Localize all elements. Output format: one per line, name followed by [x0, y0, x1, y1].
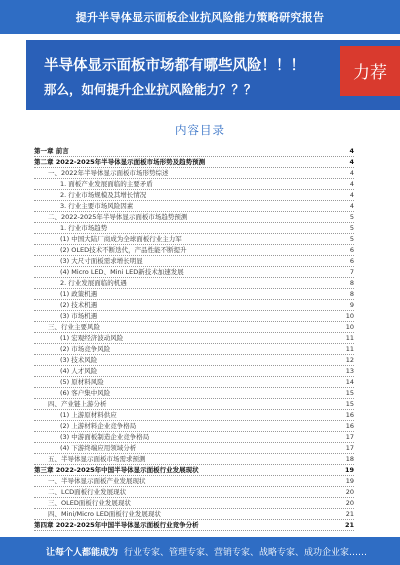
- toc-entry-page: 11: [345, 334, 354, 342]
- toc-entry-page: 4: [349, 147, 354, 155]
- toc-entry-page: 5: [349, 235, 354, 243]
- toc-entry[interactable]: [34, 355, 354, 366]
- toc-entry-text: (1) 上游原材料供应: [34, 411, 119, 420]
- toc-entry-text: (3) 市场机遇: [34, 312, 99, 321]
- toc-entry[interactable]: [34, 399, 354, 410]
- toc-entry-text: (3) 大尺寸面板需求增长明显: [34, 257, 145, 266]
- toc-entry-page: 16: [345, 411, 354, 419]
- toc-entry[interactable]: [34, 234, 354, 245]
- toc-entry-page: 4: [349, 202, 354, 210]
- toc-entry-text: 3. 行业主要市场风险因素: [34, 202, 135, 211]
- report-title: 提升半导体显示面板企业抗风险能力策略研究报告: [75, 11, 325, 24]
- toc-entry-text: (4) 人才风险: [34, 367, 99, 376]
- toc-entry-page: 21: [345, 510, 354, 518]
- toc-entry-page: 10: [345, 323, 354, 331]
- toc-entry-page: 19: [344, 466, 354, 474]
- toc-entry-page: 19: [345, 477, 354, 485]
- toc-entry[interactable]: [34, 146, 354, 157]
- recommend-seal: [340, 46, 400, 96]
- toc-entry[interactable]: [34, 311, 354, 322]
- toc-entry-text: (2) OLED技术不断迭代，产品性能不断提升: [34, 246, 189, 255]
- toc-entry-page: 6: [349, 246, 354, 254]
- toc-entry-text: 二、2022-2025年半导体显示面板市场趋势预测: [34, 213, 189, 222]
- toc-entry[interactable]: [34, 289, 354, 300]
- toc-entry[interactable]: [34, 487, 354, 498]
- toc-entry[interactable]: [34, 278, 354, 289]
- toc-entry[interactable]: [34, 476, 354, 487]
- toc-entry[interactable]: [34, 443, 354, 454]
- toc-entry[interactable]: [34, 388, 354, 399]
- footer-banner: [0, 537, 400, 565]
- table-of-contents: [34, 146, 354, 531]
- toc-entry-page: 21: [344, 521, 354, 529]
- toc-entry-text: (5) 原材料风险: [34, 378, 106, 387]
- toc-entry-text: 四、产业链上游分析: [34, 400, 109, 409]
- toc-entry-page: 7: [349, 268, 354, 276]
- toc-entry[interactable]: [34, 377, 354, 388]
- toc-entry-text: 2. 行业发展面临的机遇: [34, 279, 129, 288]
- toc-entry-text: 第一章 前言: [34, 147, 69, 155]
- toc-entry-page: 12: [345, 356, 354, 364]
- toc-entry-text: (3) 技术风险: [34, 356, 99, 365]
- toc-entry-text: (3) 中游面板制造企业竞争格局: [34, 433, 151, 442]
- toc-entry[interactable]: [34, 322, 354, 333]
- seal-text: 力荐: [353, 63, 387, 83]
- toc-entry-text: (1) 中国大陆厂商成为全球面板行业主力军: [34, 235, 184, 244]
- toc-entry-text: (6) 客户集中风险: [34, 389, 112, 398]
- toc-entry-page: 4: [349, 169, 354, 177]
- toc-entry[interactable]: [34, 366, 354, 377]
- toc-entry-page: 16: [345, 422, 354, 430]
- toc-entry[interactable]: [34, 256, 354, 267]
- toc-entry-text: 四、Mini/Micro LED面板行业发展现状: [34, 510, 163, 519]
- toc-entry-page: 6: [349, 257, 354, 265]
- toc-entry[interactable]: [34, 300, 354, 311]
- toc-entry-text: (2) 市场竞争风险: [34, 345, 112, 354]
- toc-entry-page: 11: [345, 345, 354, 353]
- toc-entry-text: 1. 面板产业发展面临的主要矛盾: [34, 180, 155, 189]
- toc-entry-page: 14: [345, 378, 354, 386]
- toc-entry-page: 17: [345, 444, 354, 452]
- toc-entry-text: 三、行业主要风险: [34, 323, 102, 332]
- toc-entry-text: (1) 宏观经济波动风险: [34, 334, 125, 343]
- toc-entry[interactable]: [34, 344, 354, 355]
- toc-entry-page: 8: [349, 290, 354, 298]
- toc-entry-page: 5: [349, 224, 354, 232]
- toc-entry-text: 三、OLED面板行业发展现状: [34, 499, 133, 508]
- toc-entry-text: 五、半导体显示面板市场需求预测: [34, 455, 148, 464]
- toc-heading: 内容目录: [175, 123, 225, 137]
- toc-entry[interactable]: [34, 498, 354, 509]
- toc-entry-text: 第三章 2022-2025年中国半导体显示面板行业发展现状: [34, 466, 199, 474]
- toc-entry-page: 4: [349, 191, 354, 199]
- toc-entry-text: (4) Micro LED、Mini LED新技术加速发展: [34, 268, 186, 277]
- toc-entry-page: 4: [349, 180, 354, 188]
- toc-entry-text: 1. 行业市场趋势: [34, 224, 109, 233]
- headline-title: 半导体显示面板市场都有哪些风险！！！: [44, 58, 305, 74]
- toc-entry[interactable]: [34, 179, 354, 190]
- toc-entry-page: 13: [345, 367, 354, 375]
- toc-entry-page: 18: [345, 455, 354, 463]
- toc-entry[interactable]: [34, 465, 354, 476]
- toc-entry-page: 9: [349, 301, 354, 309]
- toc-entry-page: 15: [345, 400, 354, 408]
- toc-entry[interactable]: [34, 520, 354, 531]
- toc-entry[interactable]: [34, 410, 354, 421]
- toc-entry[interactable]: [34, 245, 354, 256]
- toc-entry-text: 2. 行业市场规模及其增长情况: [34, 191, 148, 200]
- toc-entry[interactable]: [34, 201, 354, 212]
- toc-entry-page: 10: [345, 312, 354, 320]
- toc-entry-page: 15: [345, 389, 354, 397]
- toc-entry-text: 二、LCD面板行业发展现状: [34, 488, 128, 497]
- toc-entry-page: 20: [345, 488, 354, 496]
- toc-entry-text: (2) 上游材料企业竞争格局: [34, 422, 138, 431]
- toc-entry[interactable]: [34, 190, 354, 201]
- toc-entry-text: (4) 下游终端应用领域分析: [34, 444, 138, 453]
- toc-entry-text: 第二章 2022-2025年半导体显示面板市场形势及趋势预测: [34, 158, 206, 166]
- top-banner: [0, 0, 400, 34]
- toc-entry-page: 17: [345, 433, 354, 441]
- toc-entry[interactable]: [34, 168, 354, 179]
- toc-entry-text: 第四章 2022-2025年中国半导体显示面板行业竞争分析: [34, 521, 199, 529]
- toc-entry[interactable]: [34, 157, 354, 168]
- toc-entry[interactable]: [34, 454, 354, 465]
- toc-entry-text: (2) 技术机遇: [34, 301, 99, 310]
- toc-entry[interactable]: [34, 421, 354, 432]
- toc-entry[interactable]: [34, 509, 354, 520]
- footer-lead: 让每个人都能成为: [46, 548, 119, 558]
- headline-subtitle: 那么，如何提升企业抗风险能力？？？: [44, 82, 257, 97]
- toc-entry-page: 5: [349, 213, 354, 221]
- toc-entry-page: 4: [349, 158, 354, 166]
- toc-entry[interactable]: [34, 212, 354, 223]
- toc-entry-text: 一、半导体显示面板产业发展现状: [34, 477, 148, 486]
- toc-entry-text: 一、2022年半导体显示面板市场形势综述: [34, 169, 171, 178]
- toc-entry-text: (1) 政策机遇: [34, 290, 99, 299]
- toc-entry[interactable]: [34, 267, 354, 278]
- toc-entry-page: 8: [349, 279, 354, 287]
- footer-roles: 行业专家、管理专家、营销专家、战略专家、成功企业家……: [124, 548, 368, 558]
- toc-entry-page: 20: [345, 499, 354, 507]
- toc-entry[interactable]: [34, 432, 354, 443]
- toc-entry[interactable]: [34, 333, 354, 344]
- toc-entry[interactable]: [34, 223, 354, 234]
